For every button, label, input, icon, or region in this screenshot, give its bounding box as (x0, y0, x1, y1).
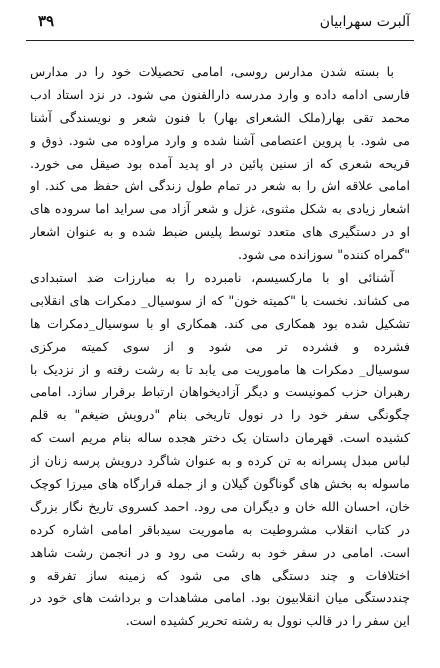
page-number: ۳۹ (38, 12, 55, 30)
header-rule (26, 40, 414, 41)
text-line: می شود. با پروین اعتصامی آشنا شده و وارد مراوده می شود. ذوق و (30, 132, 410, 148)
text-line: فشرده و فشرده تر می شود و از سوی کمیته مرکزی (30, 338, 410, 354)
text-line: رهبران حزب کمونیست و دیگر آزادیخواهان ارتباط برقرار سازد. امامی (30, 384, 410, 400)
text-line: اشعار زیادی به شکل مثنوی، غزل و شعر آزاد می سراید اما سروده های (30, 201, 410, 217)
text-line: با بسته شدن مدارس روسی، امامی تحصیلات خود را در مدارس (30, 64, 394, 79)
text-line: ماسوله به بخش های گوناگون گیلان و از جمله قرارگاه های میرزا کوچک (30, 476, 410, 492)
running-title: آلبرت سهرابیان (319, 14, 410, 30)
text-line: چگونگی سفر خود را در نوول تاریخی بنام "درویش ضیغم" به قلم (30, 407, 410, 423)
text-line: سوسیال_ دمکرات ها ماموریت می یابد تا به رشت رفته و از نزدیک با (30, 361, 410, 377)
page-header (30, 12, 410, 36)
paragraph (30, 61, 410, 267)
text-line: اختلافات و چند دستگی های می شود که زمینه ساز تفرقه و (30, 567, 410, 583)
text-line: "گمراه کننده" سوزانده می شود. (238, 247, 410, 263)
text-line: کشیده است. قهرمان داستان یک دختر هجده ساله بنام مریم است که (30, 430, 410, 446)
text-line: محمد تقی بهار(ملک الشعرای بهار) با فنون شعر و نویسندگی آشنا (30, 109, 410, 125)
text-line: این سفر را در قالب نوول به رشته تحریر کشیده است. (125, 613, 410, 629)
text-line: امامی علاقه اش را به شعر در تمام طول زندگی اش حفظ می کند. او (30, 178, 410, 194)
text-line: در کتاب انقلاب مشروطیت به ماموریت سیدباقر امامی اشاره کرده (30, 521, 410, 537)
text-line: او در دستگیری های متعدد توسط پلیس ضبط شده و به عنوان اشعار (30, 224, 410, 240)
text-line: خان، احسان الله خان و دیگران می رود. احمد کسروی تاریخ نگار بزرگ (30, 498, 410, 514)
body-text (30, 61, 410, 633)
text-line: تشکیل شده بود همکاری می کند. همکاری او با سوسیال_دمکرات ها (30, 315, 410, 331)
text-line: آشنائی او با مارکسیسم، نامبرده را به مبارزات ضد استبدادی (30, 270, 394, 286)
text-line: فارسی ادامه داده و وارد مدرسه دارالفنون می شود. در نزد استاد ادب (30, 86, 410, 102)
text-line: است. امامی در سفر خود به رشت می رود و در انجمن رشت شاهد (30, 544, 410, 560)
text-line: می کشاند. نخست با "کمیته خون" که از سوسیال_ دمکرات های انقلابی (30, 292, 410, 308)
text-line: چنددستگی میان انقلابیون بود. امامی مشاهدات و برداشت های خود در (30, 590, 410, 606)
text-line: لباس مبدل پسرانه به تن کرده و به عنوان شاگرد درویش پرسه زنان از (30, 453, 410, 469)
paragraph (30, 267, 410, 633)
text-line: قریحه شعری که از سنین پائین در او پدید آمده بود صیقل می خورد. (30, 155, 410, 171)
